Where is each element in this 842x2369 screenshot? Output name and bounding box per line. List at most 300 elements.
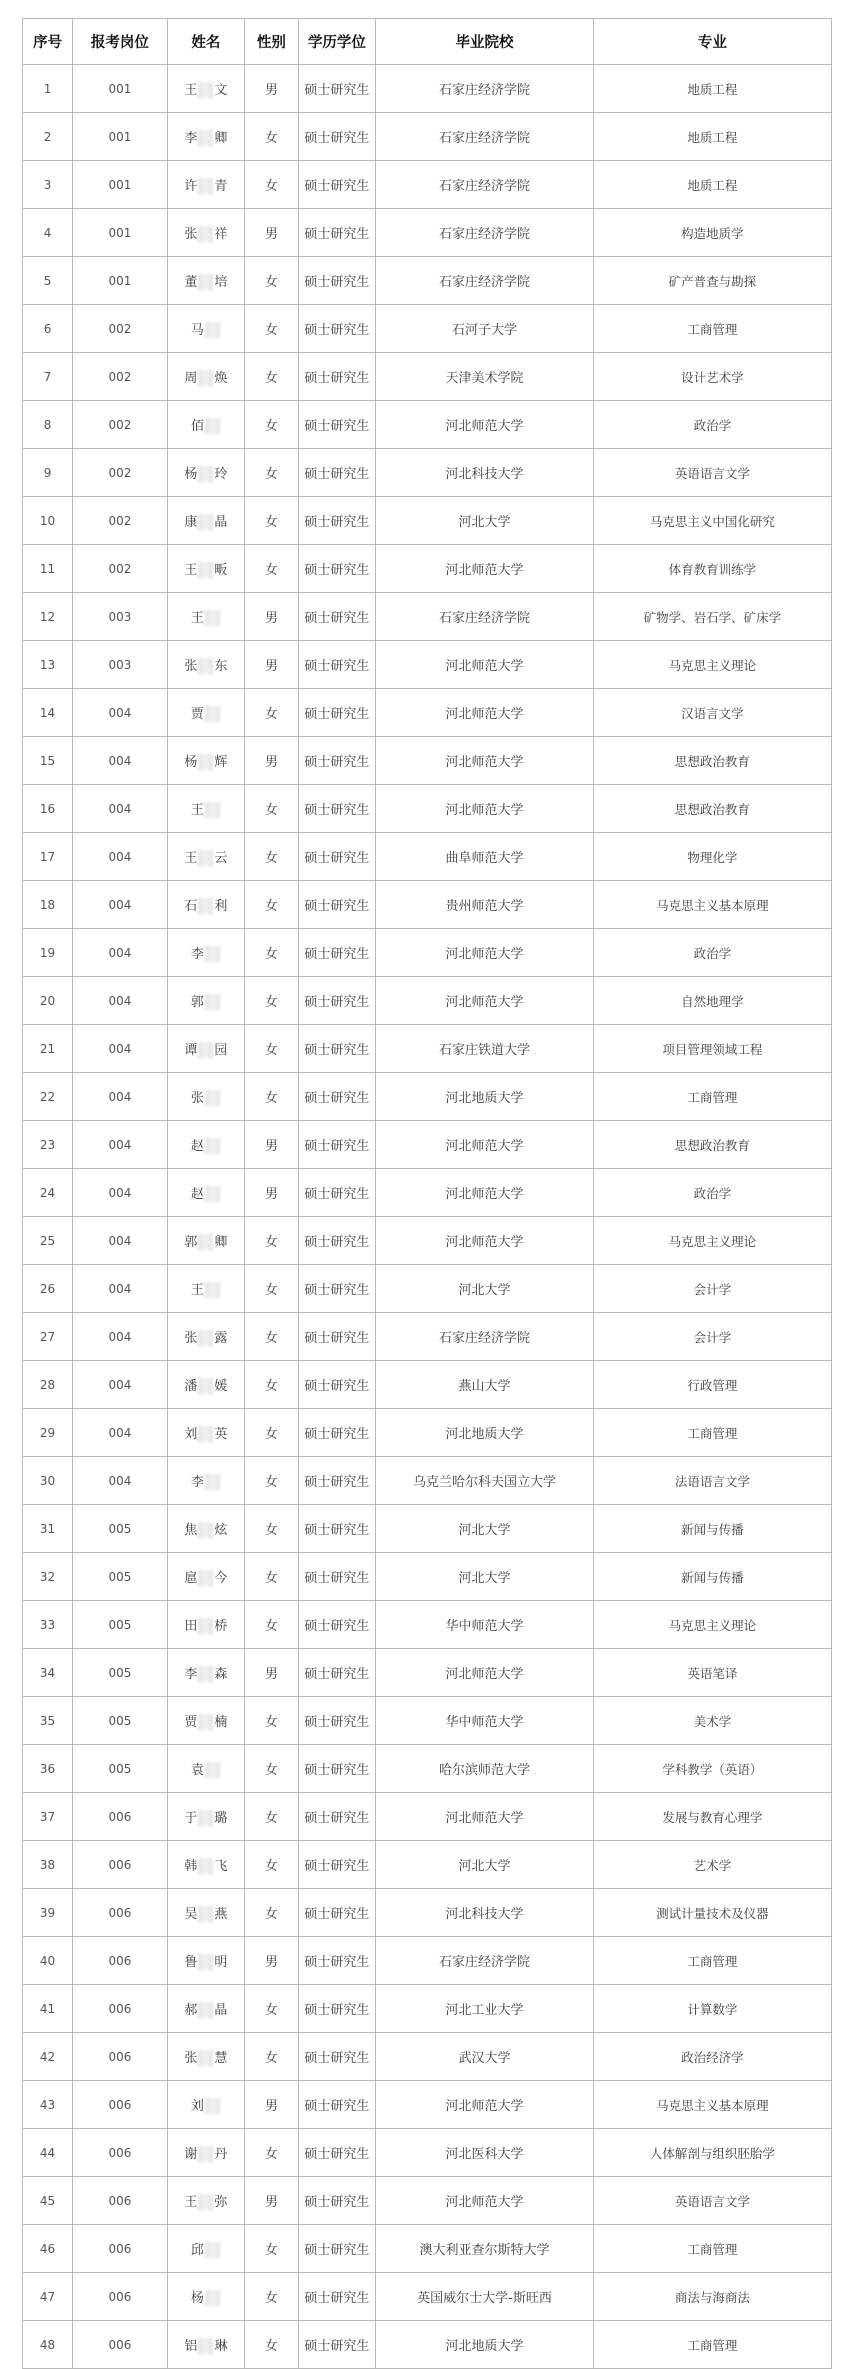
privacy-blur (198, 2194, 213, 2210)
header-name: 姓名 (167, 19, 244, 65)
name-text: 于 (184, 1810, 198, 1826)
cell-degree: 硕士研究生 (298, 1025, 375, 1073)
cell-post: 003 (73, 641, 168, 689)
table-row (23, 1793, 832, 1841)
cell-seq: 11 (23, 545, 73, 593)
cell-post: 006 (73, 2273, 168, 2321)
cell-school: 燕山大学 (376, 1361, 594, 1409)
cell-gender: 女 (245, 257, 299, 305)
header-post: 报考岗位 (73, 19, 168, 65)
header-school: 毕业院校 (376, 19, 594, 65)
cell-school: 河北科技大学 (376, 449, 594, 497)
cell-school: 河北大学 (376, 1505, 594, 1553)
name-text: 周 (184, 370, 198, 386)
name-text-rest: 园 (214, 1042, 228, 1058)
cell-degree: 硕士研究生 (298, 545, 375, 593)
cell-seq: 24 (23, 1169, 73, 1217)
name-text: 韩 (184, 1858, 198, 1874)
table-row (23, 497, 832, 545)
cell-name (167, 1025, 244, 1073)
table-row (23, 1217, 832, 1265)
cell-name (167, 2081, 244, 2129)
cell-major: 马克思主义理论 (593, 1217, 831, 1265)
name-text-rest: 文 (214, 82, 228, 98)
name-text-rest: 晶 (214, 2002, 228, 2018)
cell-major: 新闻与传播 (593, 1505, 831, 1553)
cell-major: 会计学 (593, 1313, 831, 1361)
cell-post: 004 (73, 1121, 168, 1169)
cell-gender: 女 (245, 497, 299, 545)
cell-post: 002 (73, 497, 168, 545)
cell-major: 矿物学、岩石学、矿床学 (593, 593, 831, 641)
name-text-rest: 森 (214, 1666, 228, 1682)
privacy-blur (198, 370, 213, 386)
cell-degree: 硕士研究生 (298, 209, 375, 257)
cell-gender: 女 (245, 1409, 299, 1457)
name-text-rest: 晶 (214, 514, 228, 530)
cell-seq: 26 (23, 1265, 73, 1313)
name-text-rest: 云 (214, 850, 228, 866)
cell-degree: 硕士研究生 (298, 2081, 375, 2129)
name-text-rest: 今 (214, 1570, 228, 1586)
cell-gender: 男 (245, 1649, 299, 1697)
cell-degree: 硕士研究生 (298, 641, 375, 689)
cell-post: 004 (73, 833, 168, 881)
cell-school: 石家庄铁道大学 (376, 1025, 594, 1073)
cell-major: 政治经济学 (593, 2033, 831, 2081)
cell-name (167, 2129, 244, 2177)
cell-school: 河北师范大学 (376, 737, 594, 785)
cell-post: 004 (73, 1073, 168, 1121)
cell-major: 马克思主义理论 (593, 641, 831, 689)
cell-major: 法语语言文学 (593, 1457, 831, 1505)
cell-gender: 男 (245, 1937, 299, 1985)
name-text: 王 (184, 850, 198, 866)
cell-gender: 女 (245, 113, 299, 161)
cell-gender: 女 (245, 881, 299, 929)
cell-degree: 硕士研究生 (298, 257, 375, 305)
cell-gender: 女 (245, 305, 299, 353)
cell-post: 005 (73, 1745, 168, 1793)
cell-seq: 35 (23, 1697, 73, 1745)
cell-post: 004 (73, 929, 168, 977)
cell-major: 物理化学 (593, 833, 831, 881)
cell-school: 华中师范大学 (376, 1697, 594, 1745)
cell-name (167, 977, 244, 1025)
cell-school: 石家庄经济学院 (376, 593, 594, 641)
cell-seq: 32 (23, 1553, 73, 1601)
cell-name (167, 1361, 244, 1409)
name-text: 王 (184, 2194, 198, 2210)
cell-seq: 39 (23, 1889, 73, 1937)
cell-seq: 27 (23, 1313, 73, 1361)
cell-seq: 36 (23, 1745, 73, 1793)
cell-seq: 29 (23, 1409, 73, 1457)
privacy-blur (205, 1090, 220, 1106)
cell-degree: 硕士研究生 (298, 2225, 375, 2273)
cell-post: 004 (73, 1409, 168, 1457)
cell-school: 河北师范大学 (376, 1121, 594, 1169)
cell-major: 地质工程 (593, 113, 831, 161)
table-row (23, 737, 832, 785)
cell-post: 002 (73, 401, 168, 449)
name-text-rest: 炫 (214, 1522, 228, 1538)
cell-degree: 硕士研究生 (298, 1601, 375, 1649)
name-text: 刘 (190, 2098, 204, 2114)
cell-post: 004 (73, 1169, 168, 1217)
name-text: 董 (184, 274, 198, 290)
cell-gender: 男 (245, 641, 299, 689)
cell-post: 004 (73, 737, 168, 785)
name-text: 王 (184, 82, 198, 98)
cell-degree: 硕士研究生 (298, 1985, 375, 2033)
cell-school: 澳大利亚查尔斯特大学 (376, 2225, 594, 2273)
privacy-blur (198, 2002, 213, 2018)
cell-gender: 女 (245, 1505, 299, 1553)
cell-school: 河北科技大学 (376, 1889, 594, 1937)
cell-major: 发展与教育心理学 (593, 1793, 831, 1841)
cell-major: 英语笔译 (593, 1649, 831, 1697)
name-text-rest: 畈 (214, 562, 228, 578)
cell-school: 河北大学 (376, 497, 594, 545)
cell-seq: 14 (23, 689, 73, 737)
cell-degree: 硕士研究生 (298, 1649, 375, 1697)
cell-seq: 18 (23, 881, 73, 929)
cell-gender: 女 (245, 1217, 299, 1265)
cell-major: 体育教育训练学 (593, 545, 831, 593)
name-text: 郭 (190, 994, 204, 1010)
name-text: 李 (190, 946, 204, 962)
name-text: 邱 (190, 2242, 204, 2258)
privacy-blur (198, 130, 213, 146)
cell-gender: 女 (245, 161, 299, 209)
name-text: 杨 (184, 754, 198, 770)
cell-gender: 女 (245, 929, 299, 977)
cell-seq: 33 (23, 1601, 73, 1649)
cell-major: 马克思主义基本原理 (593, 881, 831, 929)
privacy-blur (205, 610, 220, 626)
cell-school: 石家庄经济学院 (376, 1313, 594, 1361)
name-text-rest: 露 (214, 1330, 228, 1346)
cell-seq: 5 (23, 257, 73, 305)
cell-gender: 男 (245, 209, 299, 257)
table-row (23, 2225, 832, 2273)
cell-seq: 8 (23, 401, 73, 449)
name-text: 田 (184, 1618, 198, 1634)
cell-gender: 男 (245, 1169, 299, 1217)
privacy-blur (205, 418, 220, 434)
cell-major: 英语语言文学 (593, 2177, 831, 2225)
name-text: 杨 (184, 466, 198, 482)
cell-degree: 硕士研究生 (298, 2129, 375, 2177)
cell-name (167, 593, 244, 641)
name-text: 郝 (184, 2002, 198, 2018)
name-text: 刘 (184, 1426, 198, 1442)
cell-gender: 女 (245, 545, 299, 593)
name-text: 王 (190, 1282, 204, 1298)
privacy-blur (198, 754, 213, 770)
cell-name (167, 401, 244, 449)
cell-school: 天津美术学院 (376, 353, 594, 401)
cell-degree: 硕士研究生 (298, 929, 375, 977)
cell-school: 石家庄经济学院 (376, 161, 594, 209)
cell-school: 河北地质大学 (376, 1073, 594, 1121)
cell-school: 河北师范大学 (376, 2177, 594, 2225)
cell-post: 004 (73, 785, 168, 833)
cell-major: 测试计量技术及仪器 (593, 1889, 831, 1937)
cell-school: 河北师范大学 (376, 977, 594, 1025)
cell-gender: 女 (245, 1841, 299, 1889)
name-text: 张 (184, 658, 198, 674)
name-text-rest: 慧 (214, 2050, 228, 2066)
cell-post: 001 (73, 257, 168, 305)
name-text-rest: 培 (214, 274, 228, 290)
table-row (23, 1889, 832, 1937)
cell-degree: 硕士研究生 (298, 497, 375, 545)
table-row (23, 1745, 832, 1793)
cell-gender: 女 (245, 2321, 299, 2369)
cell-school: 河北师范大学 (376, 401, 594, 449)
cell-post: 006 (73, 1889, 168, 1937)
cell-seq: 40 (23, 1937, 73, 1985)
cell-major: 设计艺术学 (593, 353, 831, 401)
cell-gender: 女 (245, 1313, 299, 1361)
name-text-rest: 桥 (214, 1618, 228, 1634)
name-text-rest: 弥 (214, 2194, 228, 2210)
cell-gender: 男 (245, 2177, 299, 2225)
table-row (23, 305, 832, 353)
cell-seq: 31 (23, 1505, 73, 1553)
cell-degree: 硕士研究生 (298, 305, 375, 353)
name-text-rest: 明 (214, 1954, 228, 1970)
privacy-blur (205, 1282, 220, 1298)
privacy-blur (198, 2050, 213, 2066)
cell-school: 曲阜师范大学 (376, 833, 594, 881)
privacy-blur (205, 1762, 220, 1778)
table-row (23, 257, 832, 305)
cell-degree: 硕士研究生 (298, 1697, 375, 1745)
cell-post: 005 (73, 1553, 168, 1601)
cell-seq: 47 (23, 2273, 73, 2321)
privacy-blur (205, 802, 220, 818)
cell-school: 河北大学 (376, 1841, 594, 1889)
name-text-rest: 楠 (214, 1714, 228, 1730)
privacy-blur (198, 1330, 213, 1346)
cell-major: 思想政治教育 (593, 737, 831, 785)
cell-major: 地质工程 (593, 161, 831, 209)
cell-name (167, 689, 244, 737)
cell-gender: 女 (245, 977, 299, 1025)
cell-major: 汉语言文学 (593, 689, 831, 737)
table-row (23, 209, 832, 257)
cell-seq: 34 (23, 1649, 73, 1697)
cell-name (167, 353, 244, 401)
cell-name (167, 833, 244, 881)
cell-school: 河北地质大学 (376, 1409, 594, 1457)
cell-post: 006 (73, 1985, 168, 2033)
table-row (23, 2033, 832, 2081)
privacy-blur (198, 562, 213, 578)
cell-major: 人体解剖与组织胚胎学 (593, 2129, 831, 2177)
header-seq: 序号 (23, 19, 73, 65)
cell-gender: 女 (245, 1073, 299, 1121)
cell-name (167, 305, 244, 353)
cell-gender: 女 (245, 2129, 299, 2177)
cell-major: 英语语言文学 (593, 449, 831, 497)
table-row (23, 1073, 832, 1121)
cell-school: 河北师范大学 (376, 1649, 594, 1697)
cell-school: 河北师范大学 (376, 1793, 594, 1841)
cell-school: 石家庄经济学院 (376, 257, 594, 305)
cell-degree: 硕士研究生 (298, 1169, 375, 1217)
cell-post: 004 (73, 1361, 168, 1409)
cell-major: 马克思主义基本原理 (593, 2081, 831, 2129)
header-degree: 学历学位 (298, 19, 375, 65)
cell-post: 004 (73, 1217, 168, 1265)
cell-post: 002 (73, 305, 168, 353)
cell-school: 河北大学 (376, 1553, 594, 1601)
cell-major: 学科教学（英语） (593, 1745, 831, 1793)
cell-name (167, 2225, 244, 2273)
cell-gender: 男 (245, 2081, 299, 2129)
cell-seq: 20 (23, 977, 73, 1025)
cell-name (167, 1505, 244, 1553)
cell-gender: 女 (245, 1889, 299, 1937)
table-row (23, 65, 832, 113)
cell-name (167, 1553, 244, 1601)
cell-gender: 女 (245, 2033, 299, 2081)
cell-post: 005 (73, 1505, 168, 1553)
name-text: 王 (184, 562, 198, 578)
cell-name (167, 1073, 244, 1121)
cell-seq: 16 (23, 785, 73, 833)
cell-post: 005 (73, 1601, 168, 1649)
cell-school: 华中师范大学 (376, 1601, 594, 1649)
cell-gender: 女 (245, 2225, 299, 2273)
cell-seq: 30 (23, 1457, 73, 1505)
table-row (23, 881, 832, 929)
cell-seq: 12 (23, 593, 73, 641)
cell-major: 矿产普查与勘探 (593, 257, 831, 305)
cell-major: 工商管理 (593, 1937, 831, 1985)
privacy-blur (198, 898, 213, 914)
cell-seq: 43 (23, 2081, 73, 2129)
cell-seq: 41 (23, 1985, 73, 2033)
name-text: 张 (184, 226, 198, 242)
cell-name (167, 1169, 244, 1217)
name-text-rest: 璐 (214, 1810, 228, 1826)
cell-major: 计算数学 (593, 1985, 831, 2033)
privacy-blur (198, 1378, 213, 1394)
name-text: 贾 (190, 706, 204, 722)
cell-seq: 44 (23, 2129, 73, 2177)
cell-school: 石家庄经济学院 (376, 1937, 594, 1985)
name-text: 康 (184, 514, 198, 530)
table-row (23, 1361, 832, 1409)
cell-name (167, 1601, 244, 1649)
name-text: 马 (190, 322, 204, 338)
name-text: 王 (190, 802, 204, 818)
privacy-blur (198, 1666, 213, 1682)
name-text: 张 (184, 1330, 198, 1346)
cell-post: 006 (73, 2225, 168, 2273)
table-row (23, 593, 832, 641)
privacy-blur (205, 2242, 220, 2258)
cell-school: 乌克兰哈尔科夫国立大学 (376, 1457, 594, 1505)
table-header (23, 19, 832, 65)
cell-name (167, 1121, 244, 1169)
name-text: 张 (184, 2050, 198, 2066)
cell-name (167, 2321, 244, 2369)
cell-major: 地质工程 (593, 65, 831, 113)
cell-degree: 硕士研究生 (298, 2273, 375, 2321)
table-row (23, 1265, 832, 1313)
privacy-blur (205, 946, 220, 962)
cell-degree: 硕士研究生 (298, 1265, 375, 1313)
cell-degree: 硕士研究生 (298, 2321, 375, 2369)
name-text: 扈 (184, 1570, 198, 1586)
table-row (23, 1505, 832, 1553)
cell-seq: 42 (23, 2033, 73, 2081)
table-row (23, 2081, 832, 2129)
table-row (23, 641, 832, 689)
privacy-blur (205, 2098, 220, 2114)
cell-degree: 硕士研究生 (298, 1937, 375, 1985)
table-body (23, 65, 832, 2369)
cell-degree: 硕士研究生 (298, 1409, 375, 1457)
name-text: 杨 (190, 2290, 204, 2306)
table-row (23, 353, 832, 401)
cell-major: 艺术学 (593, 1841, 831, 1889)
privacy-blur (198, 2146, 213, 2162)
name-text: 谢 (184, 2146, 198, 2162)
name-text: 佰 (190, 418, 204, 434)
cell-school: 河北师范大学 (376, 689, 594, 737)
cell-post: 006 (73, 2129, 168, 2177)
cell-post: 005 (73, 1697, 168, 1745)
table-row (23, 1985, 832, 2033)
cell-post: 001 (73, 161, 168, 209)
cell-seq: 7 (23, 353, 73, 401)
cell-post: 006 (73, 2033, 168, 2081)
name-text: 焦 (184, 1522, 198, 1538)
name-text: 石 (184, 898, 198, 914)
name-text: 谭 (184, 1042, 198, 1058)
privacy-blur (198, 1954, 213, 1970)
cell-degree: 硕士研究生 (298, 1553, 375, 1601)
name-text: 贾 (184, 1714, 198, 1730)
cell-major: 工商管理 (593, 2225, 831, 2273)
cell-post: 002 (73, 545, 168, 593)
cell-post: 006 (73, 2321, 168, 2369)
cell-seq: 38 (23, 1841, 73, 1889)
cell-post: 001 (73, 113, 168, 161)
name-text-rest: 祥 (214, 226, 228, 242)
cell-school: 石河子大学 (376, 305, 594, 353)
privacy-blur (198, 1906, 213, 1922)
name-text: 王 (190, 610, 204, 626)
cell-post: 004 (73, 977, 168, 1025)
name-text-rest: 辉 (214, 754, 228, 770)
name-text: 李 (190, 1474, 204, 1490)
cell-school: 石家庄经济学院 (376, 65, 594, 113)
table-row (23, 1409, 832, 1457)
table-row (23, 1457, 832, 1505)
cell-gender: 女 (245, 449, 299, 497)
cell-gender: 男 (245, 1121, 299, 1169)
privacy-blur (198, 466, 213, 482)
cell-major: 工商管理 (593, 1409, 831, 1457)
